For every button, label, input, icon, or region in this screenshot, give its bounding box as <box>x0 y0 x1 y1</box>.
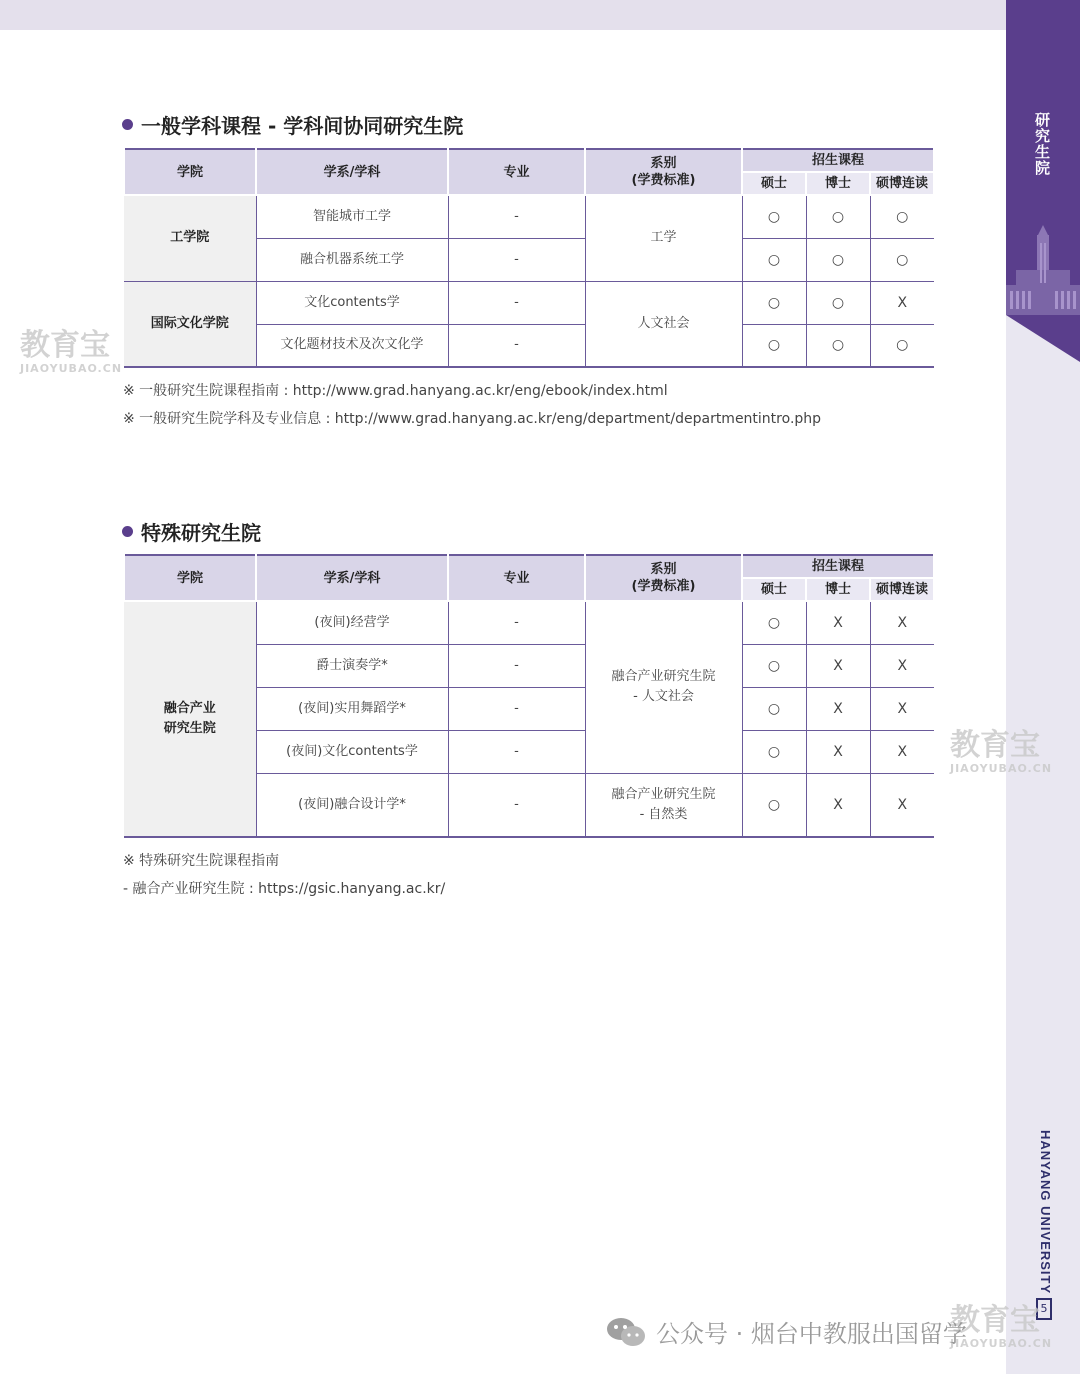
header-doctor: 博士 <box>806 578 870 601</box>
note-link[interactable]: ※ 一般研究生院课程指南 : http://www.grad.hanyang.ac.kr/eng/ebook/index.html <box>123 383 668 399</box>
doctor-mark: X <box>806 601 870 644</box>
header-master: 硕士 <box>742 578 806 601</box>
header-dept: 学系/学科 <box>256 149 448 195</box>
side-tab <box>1006 0 1080 362</box>
combined-mark: X <box>870 281 934 324</box>
dept-cell: (夜间)文化contents学 <box>256 730 448 773</box>
major-cell: - <box>448 644 585 687</box>
combined-mark: X <box>870 730 934 773</box>
side-rail <box>1006 0 1080 1374</box>
wechat-icon <box>606 1317 646 1347</box>
doctor-mark: X <box>806 687 870 730</box>
master-mark: ○ <box>742 730 806 773</box>
wechat-footer <box>606 1314 967 1349</box>
header-college: 学院 <box>124 555 256 601</box>
system-cell: 工学 <box>585 195 742 281</box>
master-mark: ○ <box>742 324 806 367</box>
table-row <box>124 281 934 324</box>
bullet-icon <box>122 526 133 537</box>
doctor-mark: X <box>806 773 870 837</box>
master-mark: ○ <box>742 687 806 730</box>
table-special <box>123 554 935 838</box>
header-system: 系别 (学费标准) <box>585 149 742 195</box>
table-row <box>124 195 934 238</box>
table-general <box>123 148 935 368</box>
dept-cell: 融合机器系统工学 <box>256 238 448 281</box>
doctor-mark: ○ <box>806 238 870 281</box>
system-cell: 人文社会 <box>585 281 742 367</box>
major-cell: - <box>448 730 585 773</box>
header-combined: 硕博连读 <box>870 578 934 601</box>
top-band <box>0 0 1006 30</box>
major-cell: - <box>448 773 585 837</box>
header-dept: 学系/学科 <box>256 555 448 601</box>
combined-mark: ○ <box>870 195 934 238</box>
university-name: HANYANG UNIVERSITY <box>1038 1130 1053 1295</box>
watermark: 教育宝 JIAOYUBAO.CN <box>950 728 1053 775</box>
combined-mark: X <box>870 601 934 644</box>
combined-mark: X <box>870 773 934 837</box>
major-cell: - <box>448 324 585 367</box>
master-mark: ○ <box>742 195 806 238</box>
combined-mark: ○ <box>870 324 934 367</box>
wechat-footer-text: 公众号 · 烟台中教服出国留学 <box>656 1320 967 1348</box>
section1-title-text: 一般学科课程 - 学科间协同研究生院 <box>141 114 464 138</box>
side-tab-label: 研究生院 <box>1033 112 1051 176</box>
header-master: 硕士 <box>742 172 806 195</box>
doctor-mark: X <box>806 730 870 773</box>
master-mark: ○ <box>742 238 806 281</box>
building-icon <box>1006 225 1080 315</box>
section1-title <box>122 110 463 139</box>
master-mark: ○ <box>742 601 806 644</box>
dept-cell: (夜间)经营学 <box>256 601 448 644</box>
major-cell: - <box>448 195 585 238</box>
dept-cell: 智能城市工学 <box>256 195 448 238</box>
watermark: 教育宝 JIAOYUBAO.CN <box>950 1303 1053 1350</box>
bullet-icon <box>122 119 133 130</box>
doctor-mark: ○ <box>806 281 870 324</box>
master-mark: ○ <box>742 644 806 687</box>
combined-mark: X <box>870 687 934 730</box>
college-cell: 融合产业 研究生院 <box>124 601 256 837</box>
header-doctor: 博士 <box>806 172 870 195</box>
page-number: 5 <box>1036 1298 1052 1320</box>
header-college: 学院 <box>124 149 256 195</box>
college-cell: 国际文化学院 <box>124 281 256 367</box>
dept-cell: 文化题材技术及次文化学 <box>256 324 448 367</box>
note-text: ※ 特殊研究生院课程指南 <box>123 853 280 869</box>
header-enroll: 招生课程 <box>742 555 934 578</box>
dept-cell: 文化contents学 <box>256 281 448 324</box>
header-combined: 硕博连读 <box>870 172 934 195</box>
master-mark: ○ <box>742 773 806 837</box>
note-link[interactable]: - 融合产业研究生院 : https://gsic.hanyang.ac.kr/ <box>123 881 446 897</box>
dept-cell: 爵士演奏学* <box>256 644 448 687</box>
doctor-mark: ○ <box>806 324 870 367</box>
master-mark: ○ <box>742 281 806 324</box>
dept-cell: (夜间)融合设计学* <box>256 773 448 837</box>
major-cell: - <box>448 238 585 281</box>
major-cell: - <box>448 281 585 324</box>
header-major: 专业 <box>448 555 585 601</box>
system-cell: 融合产业研究生院 - 人文社会 <box>585 601 742 773</box>
watermark: 教育宝 JIAOYUBAO.CN <box>20 328 123 375</box>
doctor-mark: X <box>806 644 870 687</box>
system-cell: 融合产业研究生院 - 自然类 <box>585 773 742 837</box>
header-system: 系别 (学费标准) <box>585 555 742 601</box>
doctor-mark: ○ <box>806 195 870 238</box>
section2-title-text: 特殊研究生院 <box>141 521 261 545</box>
college-cell: 工学院 <box>124 195 256 281</box>
header-major: 专业 <box>448 149 585 195</box>
dept-cell: (夜间)实用舞蹈学* <box>256 687 448 730</box>
combined-mark: ○ <box>870 238 934 281</box>
combined-mark: X <box>870 644 934 687</box>
major-cell: - <box>448 687 585 730</box>
note-link[interactable]: ※ 一般研究生院学科及专业信息 : http://www.grad.hanyang.ac.kr/eng/department/departmentintro.php <box>123 411 822 427</box>
major-cell: - <box>448 601 585 644</box>
header-enroll: 招生课程 <box>742 149 934 172</box>
section2-title <box>122 517 261 546</box>
table-row <box>124 601 934 644</box>
